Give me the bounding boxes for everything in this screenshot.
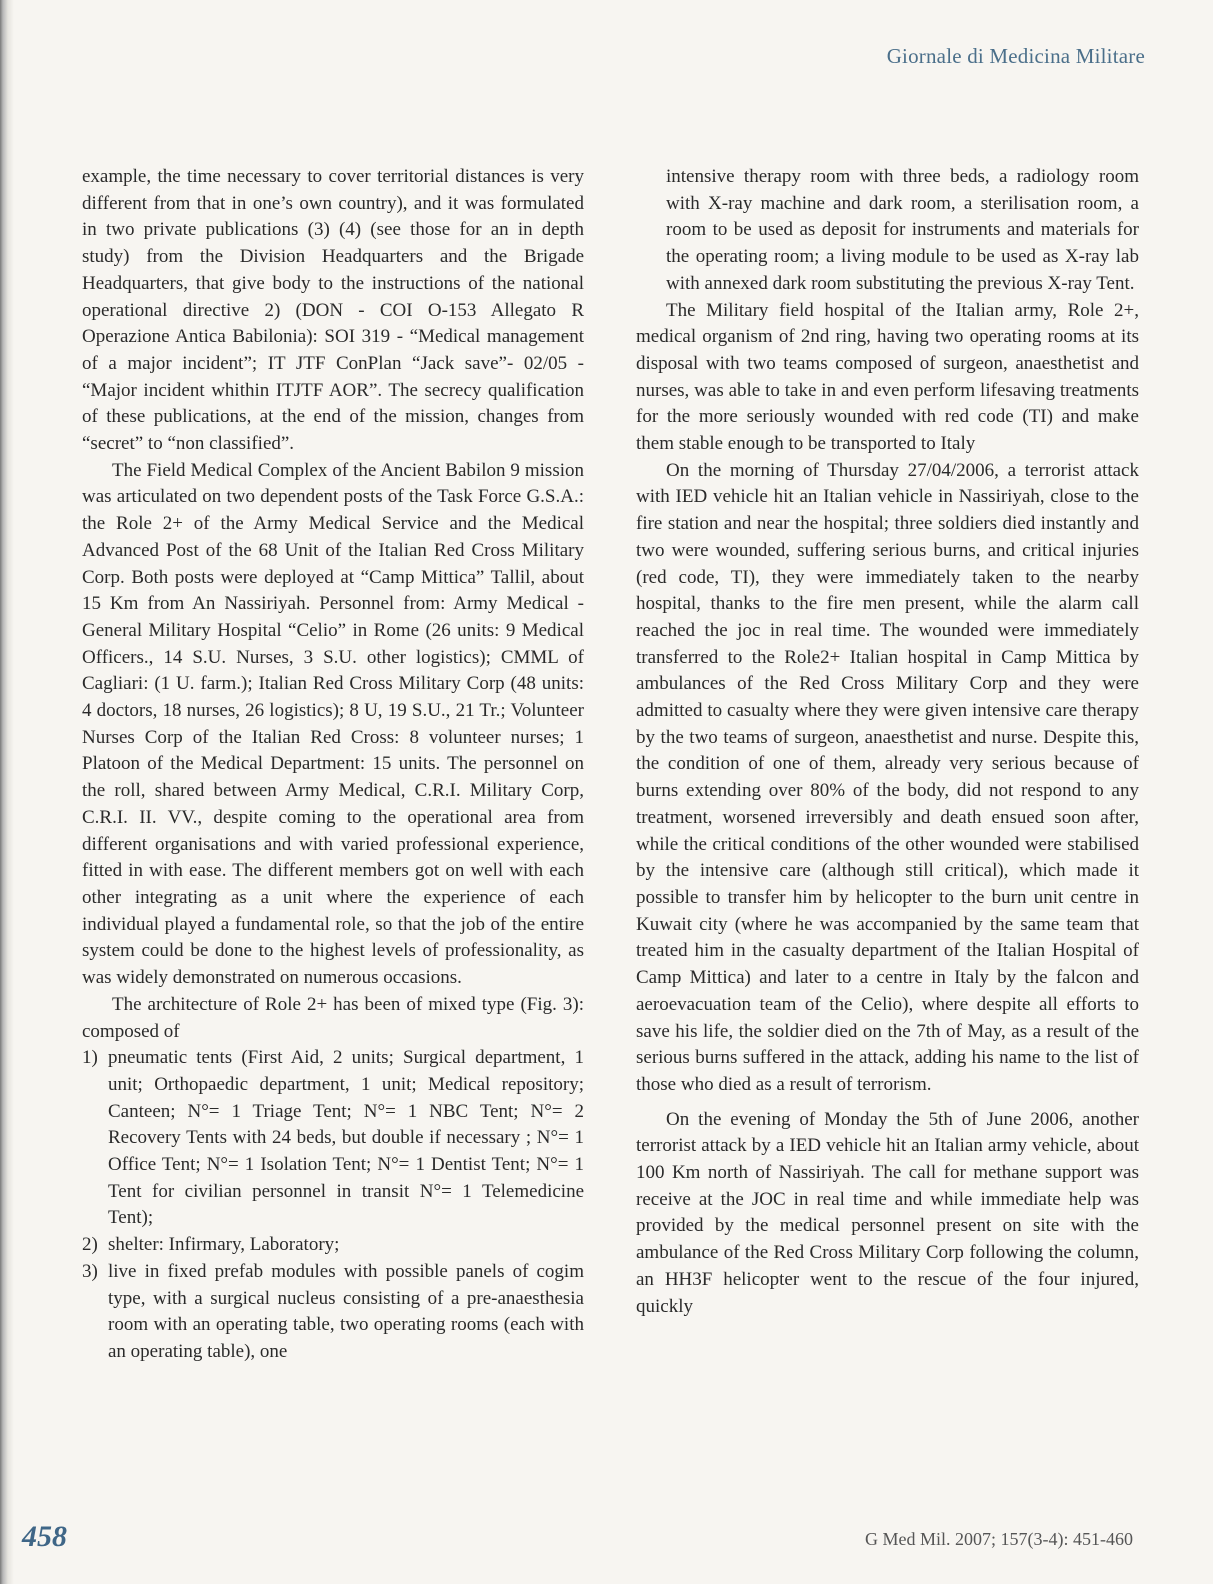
list-item xyxy=(82,1259,584,1366)
list-item-number: 2) xyxy=(82,1234,98,1256)
right-column xyxy=(636,164,1139,1320)
paragraph: example, the time necessary to cover territorial distances is very different from that in one’s own country), and it was formulated in two private publications (3) (4) (see those for an in depth study) from the Division Headquarters and the Brigade Headquarters, that give body to the instructions of the national operational directive 2) (DON - COI O-153 Allegato R Operazione Antica Babilonia): SOI 319 - “Medical management of a major incident”; IT JTF ConPlan “Jack save”- 02/05 - “Major incident whithin ITJTF AOR”. The secrecy qualification of these publications, at the end of the mission, changes from “secret” to “non classified”. xyxy=(82,166,584,455)
journal-citation: G Med Mil. 2007; 157(3-4): 451-460 xyxy=(865,1529,1133,1549)
list-item-number: 1) xyxy=(82,1047,98,1069)
list-item-number: 3) xyxy=(82,1260,98,1282)
paragraph: On the evening of Monday the 5th of June 2006, another terrorist attack by a IED vehicle hit an Italian army vehicle, about 100 Km north of Nassiriyah. The call for methane support was receive at the JOC in real time and while immediate help was provided by the medical personnel present on site with the ambulance of the Red Cross Military Corp following the column, an HH3F helicopter went to the rescue of the four injured, quickly xyxy=(636,1108,1139,1317)
paragraph: The Field Medical Complex of the Ancient Babilon 9 mission was articulated on two dependent posts of the Task Force G.S.A.: the Role 2+ of the Army Medical Service and the Medical Advanced Post of the 68 Unit of the Italian Red Cross Military Corp. Both posts were deployed at “Camp Mittica” Tallil, about 15 Km from An Nassiriyah. Personnel from: Army Medical - General Military Hospital “Celio” in Rome (26 units: 9 Medical Officers., 14 S.U. Nurses, 3 S.U. other logistics); CMML of Cagliari: (1 U. farm.); Italian Red Cross Military Corp (48 units: 4 doctors, 18 nurses, 26 logistics); 8 U, 19 S.U., 21 Tr.; Volunteer Nurses Corp of the Italian Red Cross: 8 volunteer nurses; 1 Platoon of the Medical Department: 15 units. The personnel on the roll, shared between Army Medical, C.R.I. Military Corp, C.R.I. II. VV., despite coming to the operational area from different organisations and with varied professional experience, fitted in with ease. The different members got on well with each other integrating as a unit where the experience of each individual played a fundamental role, so that the job of the entire system could be done to the highest levels of professionality, as was widely demonstrated on numerous occasions. xyxy=(82,459,584,989)
paragraph: On the morning of Thursday 27/04/2006, a terrorist attack with IED vehicle hit an Italian vehicle in Nassiriyah, close to the fire station and near the hospital; three soldiers died instantly and two were wounded, suffering serious burns, and critical injuries (red code, TI), they were immediately taken to the nearby hospital, thanks to the fire men present, while the alarm call reached the joc in real time. The wounded were immediately transferred to the Role2+ Italian hospital in Camp Mittica by ambulances of the Red Cross Military Corp and they were admitted to casualty where they were given intensive care therapy by the two teams of surgeon, anaesthetist and nurse. Despite this, the condition of one of them, already very serious because of burns extending over 80% of the body, did not respond to any treatment, worsened irreversibly and death ensued soon after, while the critical conditions of the other wounded were stabilised by the intensive care (although still critical), which made it possible to transfer him by helicopter to the burn unit centre in Kuwait city (where he was accompanied by the same team that treated him in the casualty department of the Italian Hospital of Camp Mittica) and later to a centre in Italy by the falcon and aeroevacuation team of the Celio), where despite all efforts to save his life, the soldier died on the 7th of May, as a result of the serious burns suffered in the attack, adding his name to the list of those who died as a result of terrorism. xyxy=(636,459,1139,1095)
list-item-text: pneumatic tents (First Aid, 2 units; Surgical department, 1 unit; Orthopaedic department, 1 unit; Medical repository; Canteen; N°= 1 Triage Tent; N°= 1 NBC Tent; N°= 2 Recovery Tents with 24 beds, but double if necessary ; N°= 1 Office Tent; N°= 1 Isolation Tent; N°= 1 Dentist Tent; N°= 1 Tent for civilian personnel in transit N°= 1 Telemedicine Tent); xyxy=(108,1047,584,1229)
page-number: 458 xyxy=(22,1520,67,1553)
list-item xyxy=(82,1045,584,1232)
list-item xyxy=(82,1232,584,1259)
list-item-text: live in fixed prefab modules with possible panels of cogim type, with a surgical nucleus consisting of a pre-anaesthesia room with an operating table, two operating rooms (each with an operating table), one xyxy=(108,1260,584,1362)
paragraph: intensive therapy room with three beds, a radiology room with X-ray machine and dark room, a sterilisation room, a room to be used as deposit for instruments and materials for the operating room; a living module to be used as X-ray lab with annexed dark room substituting the previous X-ray Tent. xyxy=(666,166,1139,294)
page-spine-shadow xyxy=(0,0,14,1584)
paragraph: The architecture of Role 2+ has been of mixed type (Fig. 3): composed of xyxy=(82,993,584,1042)
numbered-list xyxy=(82,1045,584,1365)
paragraph: The Military field hospital of the Italian army, Role 2+, medical organism of 2nd ring, having two operating rooms at its disposal with two teams composed of surgeon, anaesthetist and nurses, was able to take in and even perform lifesaving treatments for the more seriously wounded with red code (TI) and make them stable enough to be transported to Italy xyxy=(636,299,1139,455)
list-item-text: shelter: Infirmary, Laboratory; xyxy=(108,1234,340,1256)
journal-title: Giornale di Medicina Militare xyxy=(886,44,1145,68)
left-column xyxy=(82,164,584,1366)
